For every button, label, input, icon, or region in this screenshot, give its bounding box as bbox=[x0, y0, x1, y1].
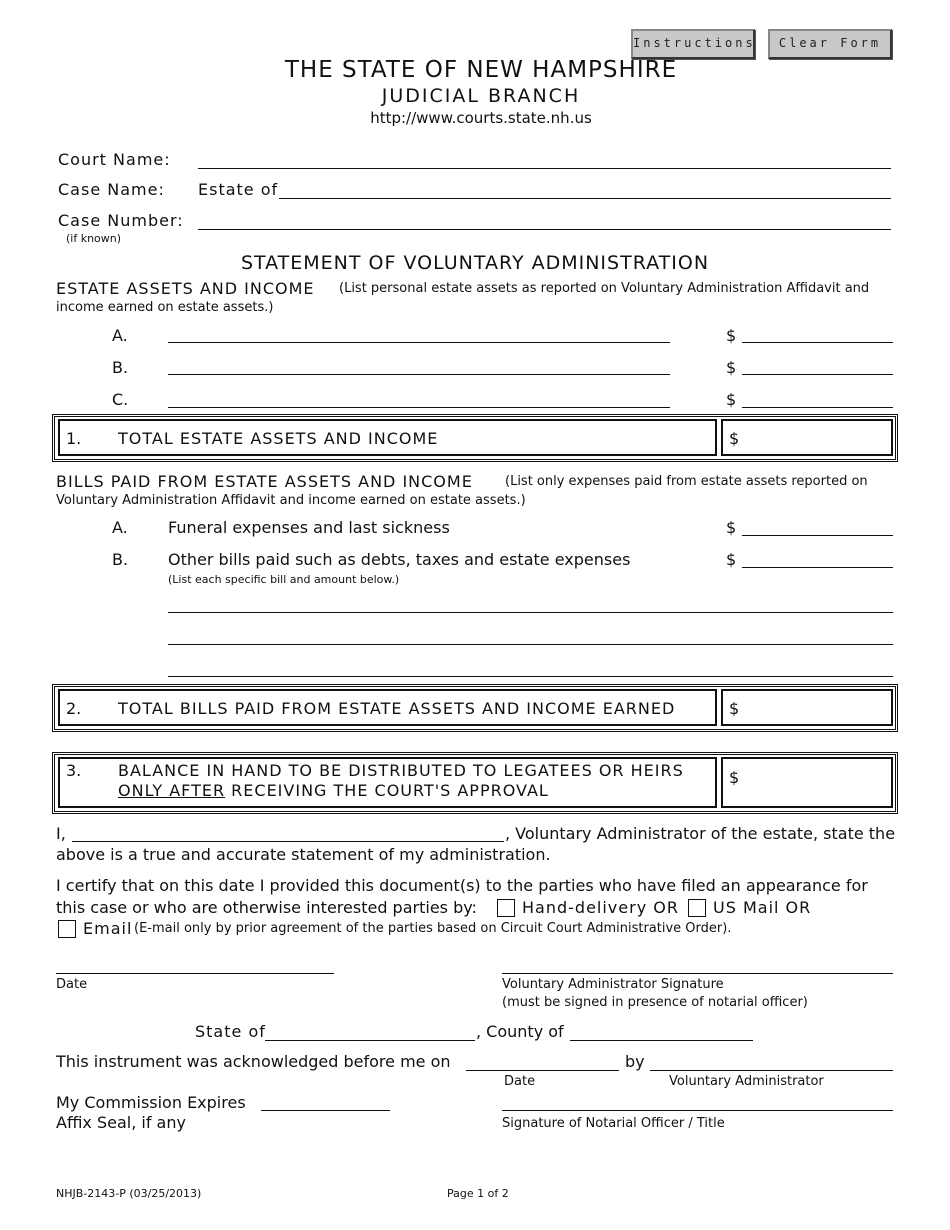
case-number-field[interactable] bbox=[198, 229, 891, 230]
instructions-button[interactable]: Instructions bbox=[631, 29, 755, 59]
assets-note: (List personal estate assets as reported on Voluntary Administration Affidavit and bbox=[339, 281, 870, 296]
case-name-field[interactable] bbox=[279, 198, 891, 199]
other-bills-note: (List each specific bill and amount below.) bbox=[168, 573, 400, 586]
total-bills-amount-field[interactable] bbox=[721, 689, 893, 726]
dollar-sign: $ bbox=[726, 390, 737, 409]
date-field[interactable] bbox=[56, 973, 334, 974]
email-note: (E-mail only by prior agreement of the parties based on Circuit Court Administrative Order). bbox=[134, 921, 732, 936]
hand-delivery-checkbox[interactable] bbox=[497, 899, 515, 917]
assets-heading: ESTATE ASSETS AND INCOME bbox=[56, 279, 315, 298]
bill-detail-line-3[interactable] bbox=[168, 676, 893, 677]
only-after-text: ONLY AFTER bbox=[118, 781, 226, 800]
balance-number: 3. bbox=[66, 761, 82, 780]
balance-label-cont bbox=[118, 781, 549, 800]
other-bills-label: Other bills paid such as debts, taxes and estate expenses bbox=[168, 550, 631, 569]
bill-detail-line-2[interactable] bbox=[168, 644, 893, 645]
assets-note-cont: income earned on estate assets.) bbox=[56, 300, 274, 315]
statement-text: , Voluntary Administrator of the estate, state the bbox=[505, 824, 896, 843]
total-bills-label: TOTAL BILLS PAID FROM ESTATE ASSETS AND INCOME EARNED bbox=[118, 699, 676, 718]
notary-signature-label: Signature of Notarial Officer / Title bbox=[502, 1116, 725, 1131]
state-title: THE STATE OF NEW HAMPSHIRE bbox=[284, 57, 678, 83]
court-name-field[interactable] bbox=[198, 168, 891, 169]
court-url[interactable]: http://www.courts.state.nh.us bbox=[370, 109, 592, 127]
email-checkbox[interactable] bbox=[58, 920, 76, 938]
asset-letter-a: A. bbox=[112, 326, 128, 345]
asset-a-description[interactable] bbox=[168, 342, 670, 343]
administrator-signature-field[interactable] bbox=[502, 973, 893, 974]
asset-b-amount[interactable] bbox=[742, 374, 893, 375]
branch-title: JUDICIAL BRANCH bbox=[381, 85, 581, 107]
email-label: Email bbox=[83, 919, 133, 938]
court-approval-text: RECEIVING THE COURT'S APPROVAL bbox=[231, 781, 549, 800]
commission-expires-field[interactable] bbox=[261, 1110, 390, 1111]
certify-text: I certify that on this date I provided this document(s) to the parties who have filed an appearance for bbox=[56, 876, 868, 895]
dollar-sign: $ bbox=[726, 550, 737, 569]
dollar-sign: $ bbox=[726, 358, 737, 377]
total-bills-number: 2. bbox=[66, 699, 82, 718]
funeral-expenses-amount[interactable] bbox=[742, 535, 893, 536]
bills-note: (List only expenses paid from estate assets reported on bbox=[505, 474, 868, 489]
notary-date-label: Date bbox=[504, 1074, 536, 1089]
county-field[interactable] bbox=[570, 1040, 753, 1041]
bills-heading: BILLS PAID FROM ESTATE ASSETS AND INCOME bbox=[56, 472, 473, 491]
page-number: Page 1 of 2 bbox=[447, 1187, 509, 1200]
us-mail-checkbox[interactable] bbox=[688, 899, 706, 917]
case-number-label: Case Number: bbox=[58, 211, 184, 230]
dollar-sign: $ bbox=[729, 699, 740, 718]
if-known-note: (if known) bbox=[66, 232, 122, 245]
court-name-label: Court Name: bbox=[58, 150, 171, 169]
total-assets-amount-field[interactable] bbox=[721, 419, 893, 456]
administrator-signature-label: Voluntary Administrator Signature bbox=[502, 977, 724, 992]
balance-label: BALANCE IN HAND TO BE DISTRIBUTED TO LEGATEES OR HEIRS bbox=[118, 761, 684, 780]
acknowledged-date-field[interactable] bbox=[466, 1070, 619, 1071]
asset-c-amount[interactable] bbox=[742, 407, 893, 408]
affix-seal-label: Affix Seal, if any bbox=[56, 1113, 186, 1132]
total-assets-label: TOTAL ESTATE ASSETS AND INCOME bbox=[118, 429, 439, 448]
asset-c-description[interactable] bbox=[168, 407, 670, 408]
by-label: by bbox=[625, 1052, 645, 1071]
asset-b-description[interactable] bbox=[168, 374, 670, 375]
form-title: STATEMENT OF VOLUNTARY ADMINISTRATION bbox=[240, 252, 710, 274]
other-bills-amount[interactable] bbox=[742, 567, 893, 568]
dollar-sign: $ bbox=[726, 518, 737, 537]
county-of-label: , County of bbox=[476, 1022, 564, 1041]
notary-administrator-label: Voluntary Administrator bbox=[669, 1074, 824, 1089]
dollar-sign: $ bbox=[729, 768, 740, 787]
bill-letter-a: A. bbox=[112, 518, 128, 537]
asset-letter-b: B. bbox=[112, 358, 129, 377]
bill-letter-b: B. bbox=[112, 550, 129, 569]
asset-letter-c: C. bbox=[112, 390, 129, 409]
state-of-label: State of bbox=[195, 1022, 266, 1041]
notary-signature-field[interactable] bbox=[502, 1110, 893, 1111]
acknowledged-by-field[interactable] bbox=[650, 1070, 893, 1071]
dollar-sign: $ bbox=[726, 326, 737, 345]
statement-text-cont: above is a true and accurate statement of my administration. bbox=[56, 845, 551, 864]
case-name-label: Case Name: bbox=[58, 180, 165, 199]
clear-form-button[interactable]: Clear Form bbox=[768, 29, 892, 59]
form-id: NHJB-2143-P (03/25/2013) bbox=[56, 1187, 202, 1200]
statement-i: I, bbox=[56, 824, 66, 843]
funeral-expenses-label: Funeral expenses and last sickness bbox=[168, 518, 450, 537]
asset-a-amount[interactable] bbox=[742, 342, 893, 343]
date-label: Date bbox=[56, 977, 88, 992]
administrator-name-field[interactable] bbox=[72, 841, 504, 842]
balance-amount-field[interactable] bbox=[721, 757, 893, 808]
total-assets-number: 1. bbox=[66, 429, 82, 448]
notarial-presence-note: (must be signed in presence of notarial officer) bbox=[502, 995, 808, 1010]
us-mail-label: US Mail OR bbox=[713, 898, 812, 917]
acknowledged-text: This instrument was acknowledged before me on bbox=[56, 1052, 451, 1071]
bill-detail-line-1[interactable] bbox=[168, 612, 893, 613]
estate-of-label: Estate of bbox=[198, 180, 279, 199]
commission-expires-label: My Commission Expires bbox=[56, 1093, 246, 1112]
state-field[interactable] bbox=[265, 1040, 475, 1041]
bills-note-cont: Voluntary Administration Affidavit and income earned on estate assets.) bbox=[56, 493, 526, 508]
certify-text-cont: this case or who are otherwise interested parties by: bbox=[56, 898, 477, 917]
hand-delivery-label: Hand-delivery OR bbox=[522, 898, 679, 917]
dollar-sign: $ bbox=[729, 429, 740, 448]
